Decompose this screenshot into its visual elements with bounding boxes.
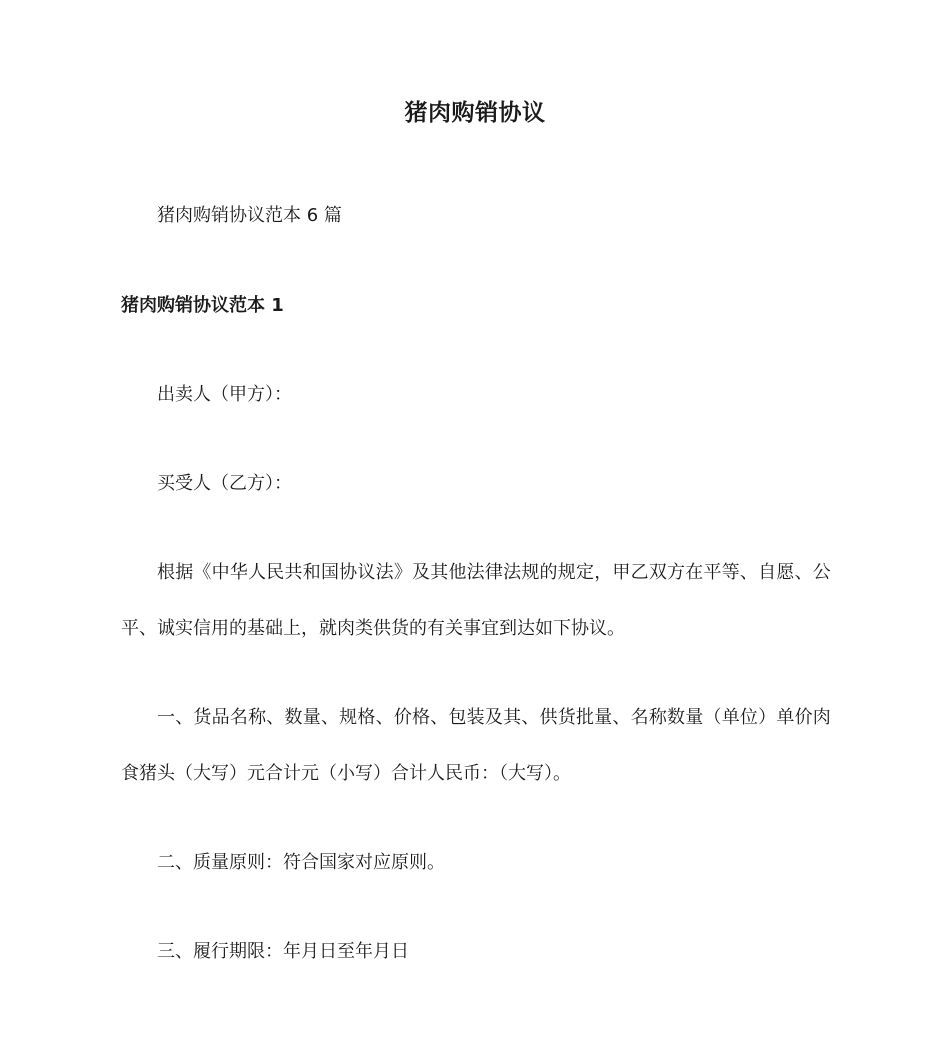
clause-1-line-1: 一、货品名称、数量、规格、价格、包装及其、供货批量、名称数量（单位）单价肉 bbox=[157, 707, 831, 728]
document-subtitle: 猪肉购销协议范本 6 篇 bbox=[157, 205, 342, 226]
clause-3: 三、履行期限：年月日至年月日 bbox=[157, 941, 409, 962]
intro-paragraph-line-2: 平、诚实信用的基础上，就肉类供货的有关事宜到达如下协议。 bbox=[121, 618, 625, 639]
section-heading: 猪肉购销协议范本 1 bbox=[121, 295, 284, 316]
buyer-line: 买受人（乙方）： bbox=[157, 473, 292, 494]
intro-paragraph-line-1: 根据《中华人民共和国协议法》及其他法律法规的规定，甲乙双方在平等、自愿、公 bbox=[157, 562, 831, 583]
clause-2: 二、质量原则：符合国家对应原则。 bbox=[157, 852, 445, 873]
clause-1-line-2: 食猪头（大写）元合计元（小写）合计人民币：（大写）。 bbox=[121, 763, 571, 784]
document-title: 猪肉购销协议 bbox=[404, 100, 546, 126]
seller-line: 出卖人（甲方）： bbox=[157, 384, 292, 405]
